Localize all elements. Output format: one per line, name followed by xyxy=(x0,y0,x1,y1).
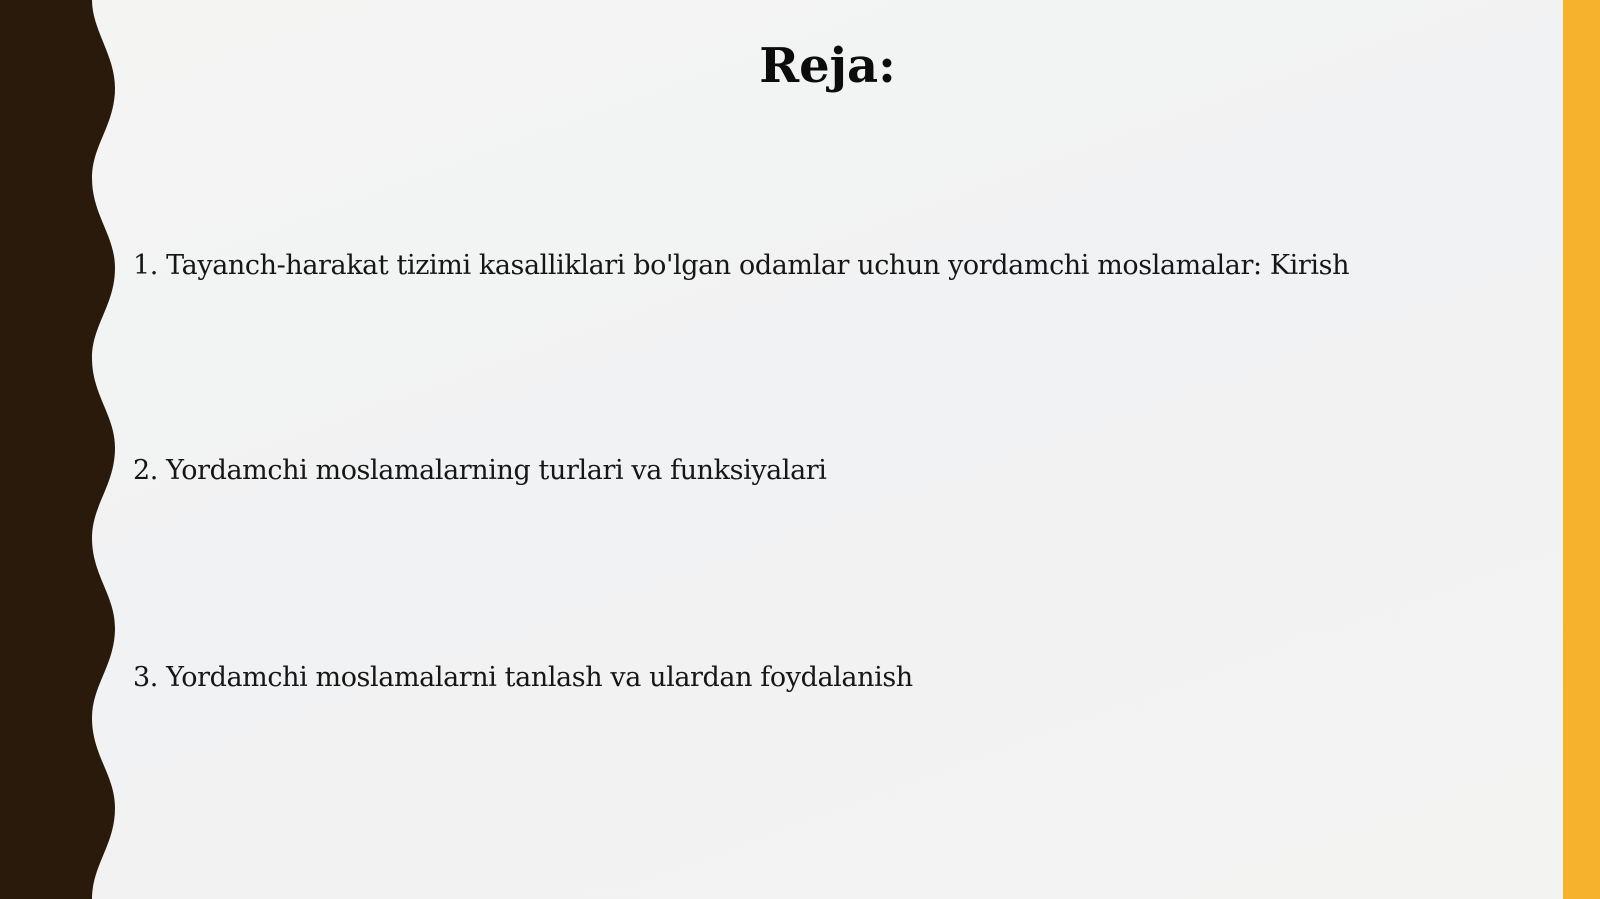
right-accent-bar xyxy=(1563,0,1600,899)
left-wave-band xyxy=(0,0,130,899)
plan-item-2: 2. Yordamchi moslamalarning turlari va funksiyalari xyxy=(133,455,827,486)
wave-shape xyxy=(0,0,115,899)
slide-title: Reja: xyxy=(759,38,896,94)
plan-item-1: 1. Tayanch-harakat tizimi kasalliklari bo'lgan odamlar uchun yordamchi moslamalar: Kirish xyxy=(133,250,1350,281)
plan-item-3: 3. Yordamchi moslamalarni tanlash va ulardan foydalanish xyxy=(133,662,913,693)
